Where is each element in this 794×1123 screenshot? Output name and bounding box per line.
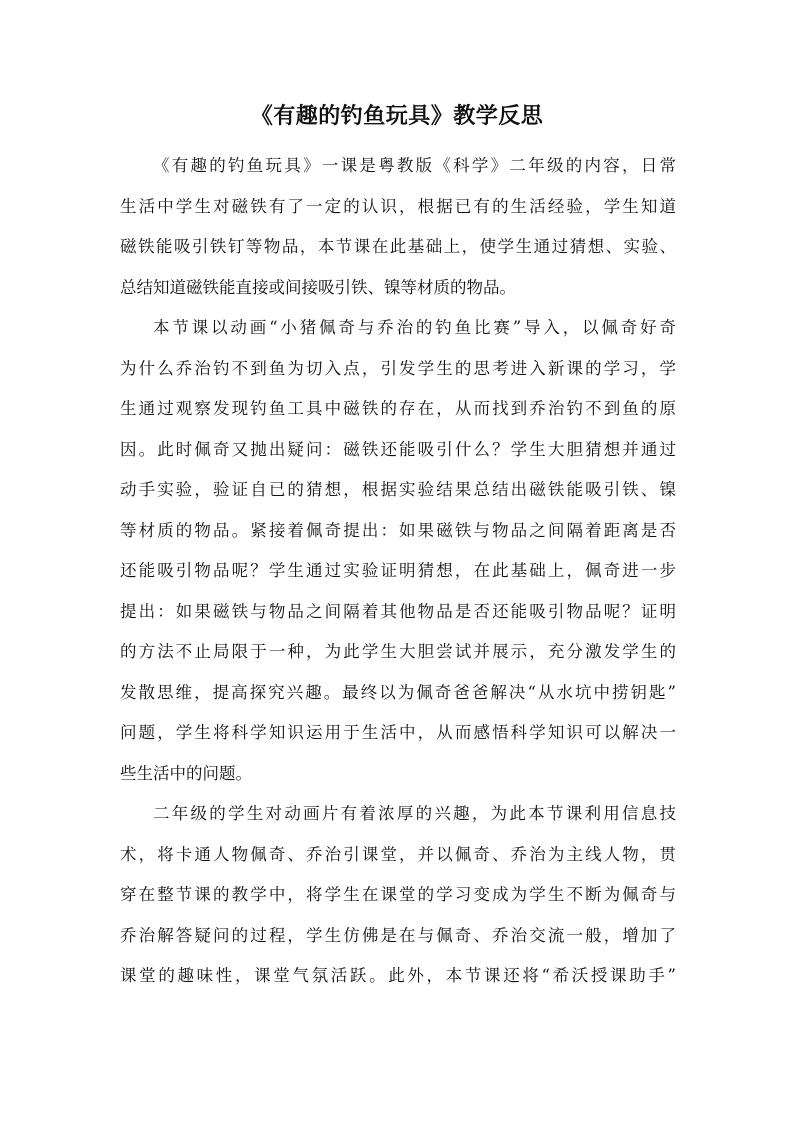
paragraph-3 [120, 794, 676, 997]
text-line: 还能吸引物品呢？学生通过实验证明猜想，在此基础上，佩奇进一步 [120, 561, 676, 580]
text-line: 为什么乔治钓不到鱼为切入点，引发学生的思考进入新课的学习，学 [120, 358, 676, 378]
text-line: 问题，学生将科学知识运用于生活中，从而感悟科学知识可以解决一 [120, 723, 676, 742]
document-title: 《有趣的钓鱼玩具》教学反思 [250, 103, 544, 129]
text-line: 等材质的物品。紧接着佩奇提出：如果磁铁与物品之间隔着距离是否 [120, 520, 676, 540]
text-line: 课堂的趣味性，课堂气氛活跃。此外，本节课还将“希沃授课助手” [120, 966, 676, 985]
text-line: 生活中学生对磁铁有了一定的认识，根据已有的生活经验，学生知道 [120, 196, 676, 216]
text-line: 的方法不止局限于一种，为此学生大胆尝试并展示，充分激发学生的 [120, 642, 676, 661]
paragraph-1 [120, 146, 676, 308]
text-line: 生通过观察发现钓鱼工具中磁铁的存在，从而找到乔治钓不到鱼的原 [120, 399, 676, 418]
paragraph-2 [120, 308, 676, 794]
text-line: 《有趣的钓鱼玩具》一课是粤教版《科学》二年级的内容，日常 [153, 156, 676, 175]
document-body [120, 146, 676, 997]
text-line: 总结知道磁铁能直接或间接吸引铁、镍等材质的物品。 [120, 277, 516, 297]
text-line: 提出：如果磁铁与物品之间隔着其他物品是否还能吸引物品呢？证明 [120, 601, 676, 621]
text-line: 动手实验，验证自已的猜想，根据实验结果总结出磁铁能吸引铁、镍 [120, 480, 676, 499]
text-line: 本节课以动画“小猪佩奇与乔治的钓鱼比赛”导入，以佩奇好奇 [153, 318, 676, 337]
text-line: 发散思维，提高探究兴趣。最终以为佩奇爸爸解决“从水坑中捞钥匙” [120, 682, 676, 702]
text-line: 乔治解答疑问的过程，学生仿佛是在与佩奇、乔治交流一般，增加了 [120, 925, 676, 945]
text-line: 因。此时佩奇又抛出疑问：磁铁还能吸引什么？学生大胆猜想并通过 [120, 439, 676, 459]
text-line: 术，将卡通人物佩奇、乔治引课堂，并以佩奇、乔治为主线人物，贯 [120, 844, 676, 864]
text-line: 磁铁能吸引铁钉等物品，本节课在此基础上，使学生通过猜想、实验、 [120, 237, 676, 256]
text-line: 穿在整节课的教学中，将学生在课堂的学习变成为学生不断为佩奇与 [120, 885, 676, 904]
text-line: 些生活中的问题。 [120, 763, 252, 783]
text-line: 二年级的学生对动画片有着浓厚的兴趣，为此本节课利用信息技 [153, 804, 676, 823]
